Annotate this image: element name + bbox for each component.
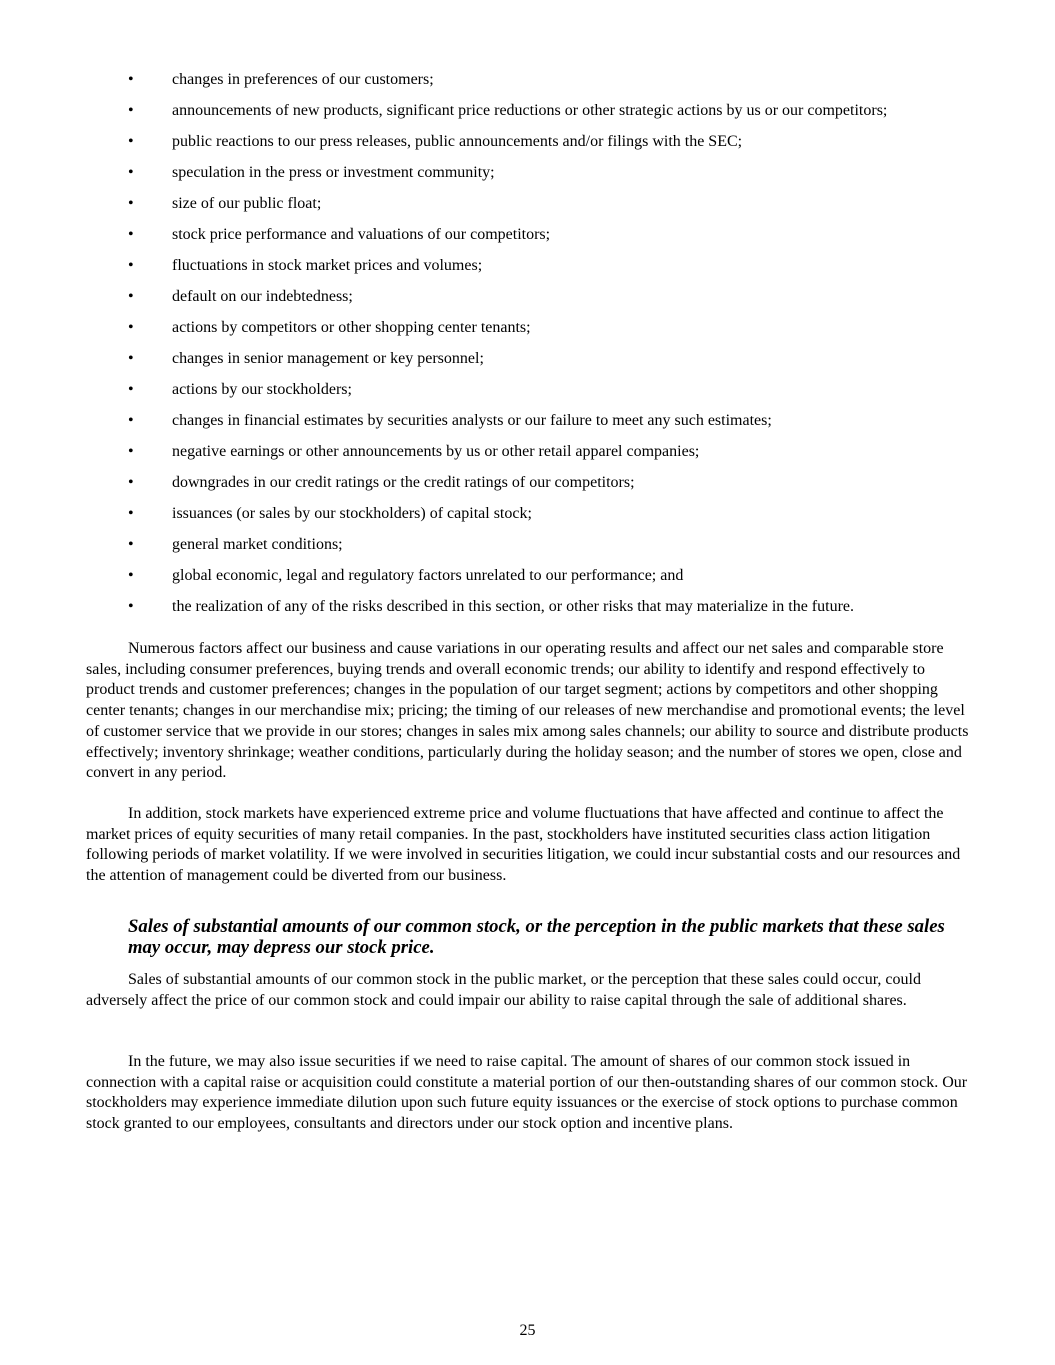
bullet-icon: • <box>128 102 134 119</box>
list-item <box>0 285 1055 316</box>
bullet-icon: • <box>128 536 134 553</box>
bullet-text: global economic, legal and regulatory factors unrelated to our performance; and <box>172 567 684 584</box>
list-item <box>0 192 1055 223</box>
list-item <box>0 161 1055 192</box>
list-item <box>0 378 1055 409</box>
bullet-text: public reactions to our press releases, public announcements and/or filings with the SEC; <box>172 133 743 150</box>
bullet-text: general market conditions; <box>172 536 343 553</box>
bullet-icon: • <box>128 133 134 150</box>
sales-paragraph: Sales of substantial amounts of our common stock in the public market, or the perception that these sales could occur, could adversely affect the price of our common stock and could impair our ability to raise capital through the sale of additional shares. <box>86 971 921 1009</box>
bullet-icon: • <box>128 381 134 398</box>
bullet-text: changes in senior management or key personnel; <box>172 350 484 367</box>
list-item <box>0 99 1055 130</box>
bullet-icon: • <box>128 319 134 336</box>
bullet-text: changes in preferences of our customers; <box>172 71 434 88</box>
list-item <box>0 595 1055 626</box>
bullet-icon: • <box>128 412 134 429</box>
section-heading: Sales of substantial amounts of our common stock, or the perception in the public markets that these sales may occur, may depress our stock price. <box>128 916 945 958</box>
bullet-text: default on our indebtedness; <box>172 288 353 305</box>
bullet-icon: • <box>128 257 134 274</box>
bullet-text: announcements of new products, significant price reductions or other strategic actions by us or our competitors; <box>172 102 888 119</box>
bullet-text: actions by our stockholders; <box>172 381 352 398</box>
list-item <box>0 471 1055 502</box>
bullet-icon: • <box>128 226 134 243</box>
list-item <box>0 68 1055 99</box>
list-item <box>0 316 1055 347</box>
bullet-text: stock price performance and valuations of our competitors; <box>172 226 551 243</box>
bullet-icon: • <box>128 288 134 305</box>
bullet-icon: • <box>128 505 134 522</box>
bullet-icon: • <box>128 350 134 367</box>
list-item <box>0 130 1055 161</box>
bullet-icon: • <box>128 474 134 491</box>
bullet-text: issuances (or sales by our stockholders) of capital stock; <box>172 505 532 522</box>
markets-paragraph: In addition, stock markets have experienced extreme price and volume fluctuations that have affected and continue to affect the market prices of equity securities of many retail companies. In the past, stockholders have instituted securities class action litigation following periods of market volatility. If we were involved in securities litigation, we could incur substantial costs and our resources and the attention of management could be diverted from our business. <box>86 805 961 885</box>
list-item <box>0 223 1055 254</box>
list-item <box>0 502 1055 533</box>
bullet-icon: • <box>128 195 134 212</box>
factors-paragraph: Numerous factors affect our business and cause variations in our operating results and affect our net sales and comparable store sales, including consumer preferences, buying trends and overall economic trends; our ability to identify and respond effectively to product trends and customer preferences; changes in the population of our target segment; actions by competitors and other shopping center tenants; changes in our merchandise mix; pricing; the timing of our releases of new merchandise and promotional events; the level of customer service that we provide in our stores; changes in sales mix among sales channels; our ability to source and distribute products effectively; inventory shrinkage; weather conditions, particularly during the holiday season; and the number of stores we open, close and convert in any period. <box>86 640 969 782</box>
risk-factor-bullet-list <box>0 68 1055 626</box>
bullet-icon: • <box>128 164 134 181</box>
bullet-text: downgrades in our credit ratings or the credit ratings of our competitors; <box>172 474 635 491</box>
bullet-icon: • <box>128 71 134 88</box>
bullet-icon: • <box>128 598 134 615</box>
bullet-text: the realization of any of the risks described in this section, or other risks that may materialize in the future. <box>172 598 855 615</box>
list-item <box>0 254 1055 285</box>
bullet-text: size of our public float; <box>172 195 322 212</box>
bullet-text: negative earnings or other announcements by us or other retail apparel companies; <box>172 443 700 460</box>
list-item <box>0 440 1055 471</box>
bullet-icon: • <box>128 443 134 460</box>
bullet-text: actions by competitors or other shopping center tenants; <box>172 319 531 336</box>
list-item <box>0 533 1055 564</box>
bullet-text: speculation in the press or investment community; <box>172 164 495 181</box>
bullet-icon: • <box>128 567 134 584</box>
list-item <box>0 409 1055 440</box>
future-paragraph: In the future, we may also issue securities if we need to raise capital. The amount of shares of our common stock issued in connection with a capital raise or acquisition could constitute a material portion of our then-outstanding shares of our common stock. Our stockholders may experience immediate dilution upon such future equity issuances or the exercise of stock options to purchase common stock granted to our employees, consultants and directors under our stock option and incentive plans. <box>86 1053 968 1133</box>
list-item <box>0 564 1055 595</box>
bullet-text: fluctuations in stock market prices and volumes; <box>172 257 483 274</box>
page-number: 25 <box>519 1322 536 1339</box>
list-item <box>0 347 1055 378</box>
bullet-text: changes in financial estimates by securities analysts or our failure to meet any such estimates; <box>172 412 772 429</box>
